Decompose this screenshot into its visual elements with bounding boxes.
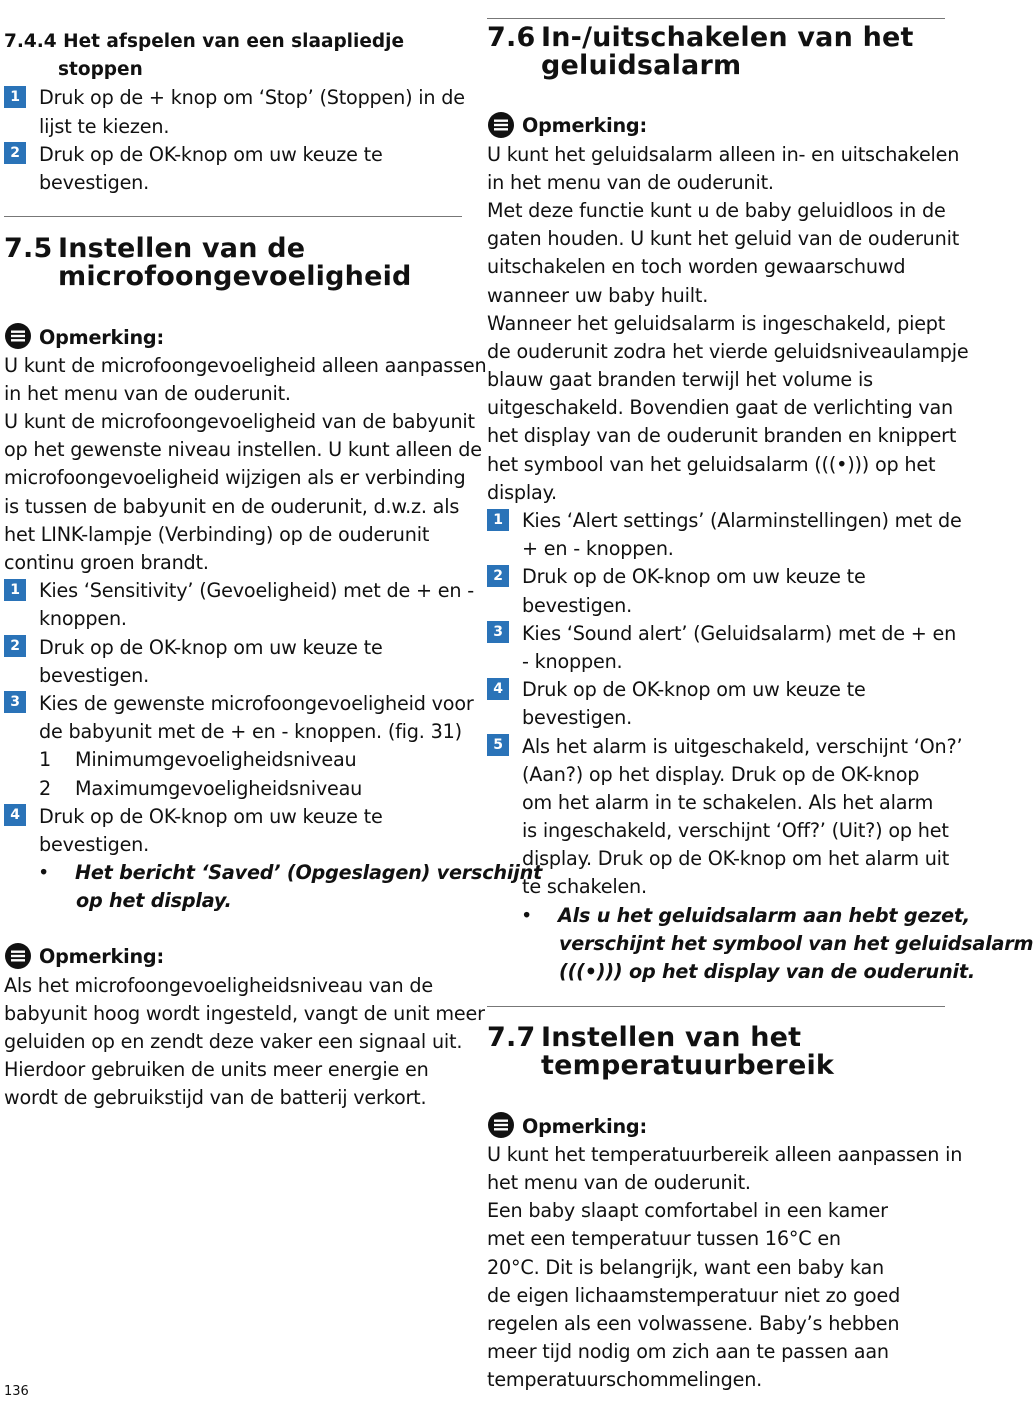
note-heading-1: Opmerking: (4, 324, 462, 352)
s76-step-2: 2 Druk op de OK-knop om uw keuze te (487, 563, 947, 591)
step-badge-2: 2 (4, 142, 26, 164)
step-badge-5: 5 (487, 734, 509, 756)
note-heading-2: Opmerking: (4, 943, 462, 971)
s75-subitem-2: 2 Maximumgevoeligheidsniveau (39, 776, 363, 800)
page-number: 136 (4, 1384, 29, 1399)
s744-step-1: 1 Druk op de + knop om ‘Stop’ (Stoppen) in de (4, 84, 462, 112)
s75-subitem-1: 1 Minimumgevoeligheidsniveau (39, 748, 357, 772)
s75-step-3: 3 Kies de gewenste microfoongevoeligheid voor (4, 690, 462, 718)
note-icon (4, 322, 32, 350)
s76-bullet: • Als u het geluidsalarm aan hebt gezet, (521, 903, 971, 927)
step-badge-2: 2 (487, 565, 509, 587)
note-icon (4, 942, 32, 970)
left-column: 7.4.4 Het afspelen van een slaapliedje stoppen 1 Druk op de + knop om ‘Stop’ (Stoppen) in de lijst te kiezen. 2 Druk op de OK-knop om uw keuze te bevestigen. 7.5 Instellen van de microfoongevoeligheid Opmerking: U kunt de microfoongevoeligheid alleen aanpassen in het menu van de ouderunit. U kunt de microfoongevoeligheid van de babyunit op het gewenste niveau instellen. U kunt alleen de microfoongevoeligheid wijzigen als er verbinding is tussen de babyunit en de ouderunit, d.w.z. als het LINK-lampje (Verbinding) op de ouderunit continu groen brandt. 1 Kies ‘Sensitivity’ (Gevoeligheid) met de + en - knoppen. 2 Druk op de OK-knop om uw keuze te bevestigen. 3 Kies de gewenste microfoongevoeligheid voor de babyunit met de + en - knoppen. (fig. 31) 1 Minimumgevoeligheidsniveau 2 Maximumgevoeligheidsniveau 4 Druk op de OK-knop om uw keuze te bevestigen. • Het bericht ‘Saved’ (Opgeslagen) verschijnt op het display. Opmerking: Als het microfoongevoeligheidsniveau van de babyunit hoog wordt ingesteld, vangt de unit meer geluiden op en zendt deze vaker een signaal uit. Hierdoor gebruiken de units meer energie en wordt de gebruikstijd van de batterij verkort. (4, 0, 462, 1113)
s744-step-2: 2 Druk op de OK-knop om uw keuze te (4, 141, 462, 169)
step-badge-1: 1 (487, 509, 509, 531)
s76-step-3: 3 Kies ‘Sound alert’ (Geluidsalarm) met de + en (487, 620, 947, 648)
section-7-6-title: 7.6 In-/uitschakelen van het (487, 22, 914, 53)
note-icon (487, 1111, 515, 1139)
rule-7-7 (487, 1006, 945, 1007)
s75-step-1: 1 Kies ‘Sensitivity’ (Gevoeligheid) met de + en - (4, 577, 462, 605)
s75-step-2: 2 Druk op de OK-knop om uw keuze te (4, 634, 462, 662)
s76-step-1: 1 Kies ‘Alert settings’ (Alarminstellingen) met de (487, 507, 947, 535)
step-badge-4: 4 (4, 804, 26, 826)
note-icon (487, 111, 515, 139)
step-badge-1: 1 (4, 579, 26, 601)
rule-7-6 (487, 18, 945, 19)
rule-7-5 (4, 216, 462, 217)
s75-bullet: • Het bericht ‘Saved’ (Opgeslagen) verschijnt (38, 861, 543, 885)
step-badge-1: 1 (4, 86, 26, 108)
step-badge-3: 3 (487, 621, 509, 643)
s76-step-4: 4 Druk op de OK-knop om uw keuze te (487, 676, 947, 704)
step-badge-4: 4 (487, 678, 509, 700)
step-badge-3: 3 (4, 691, 26, 713)
step-badge-2: 2 (4, 635, 26, 657)
note-heading-3: Opmerking: (487, 112, 947, 140)
right-column: 7.6 In-/uitschakelen van het geluidsalarm Opmerking: U kunt het geluidsalarm alleen in- en uitschakelen in het menu van de ouderunit. Met deze functie kunt u de baby geluidloos in de gaten houden. U kunt het geluid van de ouderunit uitschakelen en toch worden gewaarschuwd wanneer uw baby huilt. Wanneer het geluidsalarm is ingeschakeld, piept de ouderunit zodra het vierde geluidsniveaulampje blauw gaat branden terwijl het volume is uitgeschakeld. Bovendien gaat de verlichting van het display van de ouderunit branden en knippert het symbool van het geluidsalarm (((•))) op het display. 1 Kies ‘Alert settings’ (Alarminstellingen) met de + en - knoppen. 2 Druk op de OK-knop om uw keuze te bevestigen. 3 Kies ‘Sound alert’ (Geluidsalarm) met de + en - knoppen. 4 Druk op de OK-knop om uw keuze te bevestigen. 5 Als het alarm is uitgeschakeld, verschijnt ‘On?’ (Aan?) op het display. Druk op de OK-knop om het alarm in te schakelen. Als het alarm is ingeschakeld, verschijnt ‘Off?’ (Uit?) op het display. Druk op de OK-knop om het alarm uit te schakelen. • Als u het geluidsalarm aan hebt gezet, verschijnt het symbool van het geluidsalarm (((•))) op het display van de ouderunit. 7.7 Instellen van het temperatuurbereik Opmerking: U kunt het temperatuurbereik alleen aanpassen in het menu van de ouderunit. Een baby slaapt comfortabel in een kamer met een temperatuur tussen 16°C en 20°C. Dit is belangrijk, want een baby kan de eigen lichaamstemperatuur niet zo goed regelen als een volwassene. Baby’s hebben meer tijd nodig om zich aan te passen aan temperatuurschommelingen. (487, 22, 1033, 1392)
section-7-7-title: 7.7 Instellen van het (487, 1022, 802, 1054)
section-7-5-title: 7.5 Instellen van de (4, 233, 306, 265)
section-7-4-4-title: 7.4.4 Het afspelen van een slaapliedje (4, 31, 405, 52)
section-7-4-4-title-cont: stoppen (58, 59, 143, 81)
note-heading-4: Opmerking: (487, 1113, 947, 1141)
s76-step-5: 5 Als het alarm is uitgeschakeld, verschijnt ‘On?’ (487, 733, 947, 761)
s75-step-4: 4 Druk op de OK-knop om uw keuze te (4, 803, 462, 831)
